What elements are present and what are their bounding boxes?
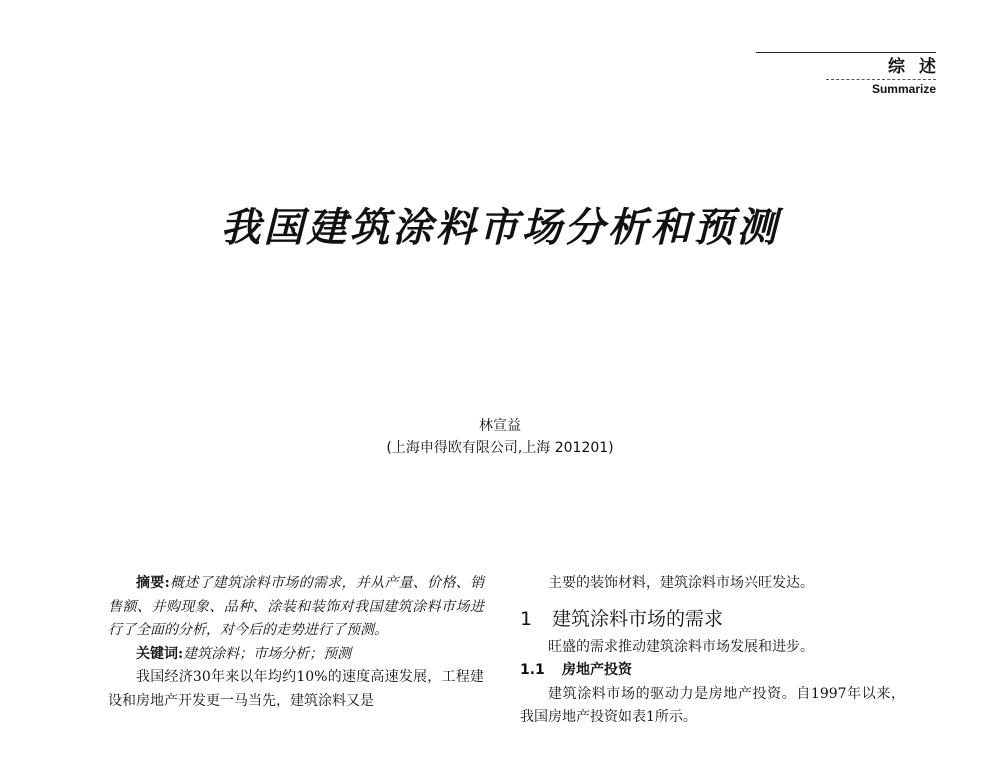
continuation-paragraph: 主要的装饰材料，建筑涂料市场兴旺发达。 [548,575,814,591]
article-title: 我国建筑涂料市场分析和预测 [220,205,780,251]
abstract [108,572,484,643]
left-column [108,572,484,713]
abstract-label: 摘要: [136,575,170,591]
section-1-paragraph: 旺盛的需求推动建筑涂料市场发展和进步。 [548,638,814,655]
section-label-rule [826,79,936,80]
section-1-1-heading [520,659,905,683]
section-1-title: 建筑涂料市场的需求 [552,607,724,630]
section-label-english: Summarize [871,82,936,96]
section-1-1-title: 房地产投资 [562,662,632,678]
section-label: 综述 [888,57,950,77]
section-1-1-number: 1.1 [520,662,545,678]
keywords [108,643,484,667]
author-name: 林宣益 [479,418,521,434]
journal-header [756,52,950,96]
section-1-1-paragraph: 建筑涂料市场的驱动力是房地产投资。自1997年以来，我国房地产投资如表1所示。 [520,685,905,725]
section-1-heading [520,604,905,634]
abstract-text: 概述了建筑涂料市场的需求，并从产量、价格、销售额、并购现象、品种、涂装和装饰对我国建筑涂料市场进行了全面的分析，对今后的走势进行了预测。 [108,575,485,638]
section-1-number: 1 [520,607,533,630]
header-rule [756,52,936,53]
intro-paragraph: 我国经济30年来以年均约10%的速度高速发展，工程建设和房地产开发更一马当先，建筑涂料又是 [108,669,484,709]
right-column [520,572,905,730]
keywords-text: 建筑涂料；市场分析；预测 [183,645,352,662]
keywords-label: 关键词: [136,645,184,662]
author-affiliation: (上海申得欧有限公司,上海 201201) [386,440,614,456]
